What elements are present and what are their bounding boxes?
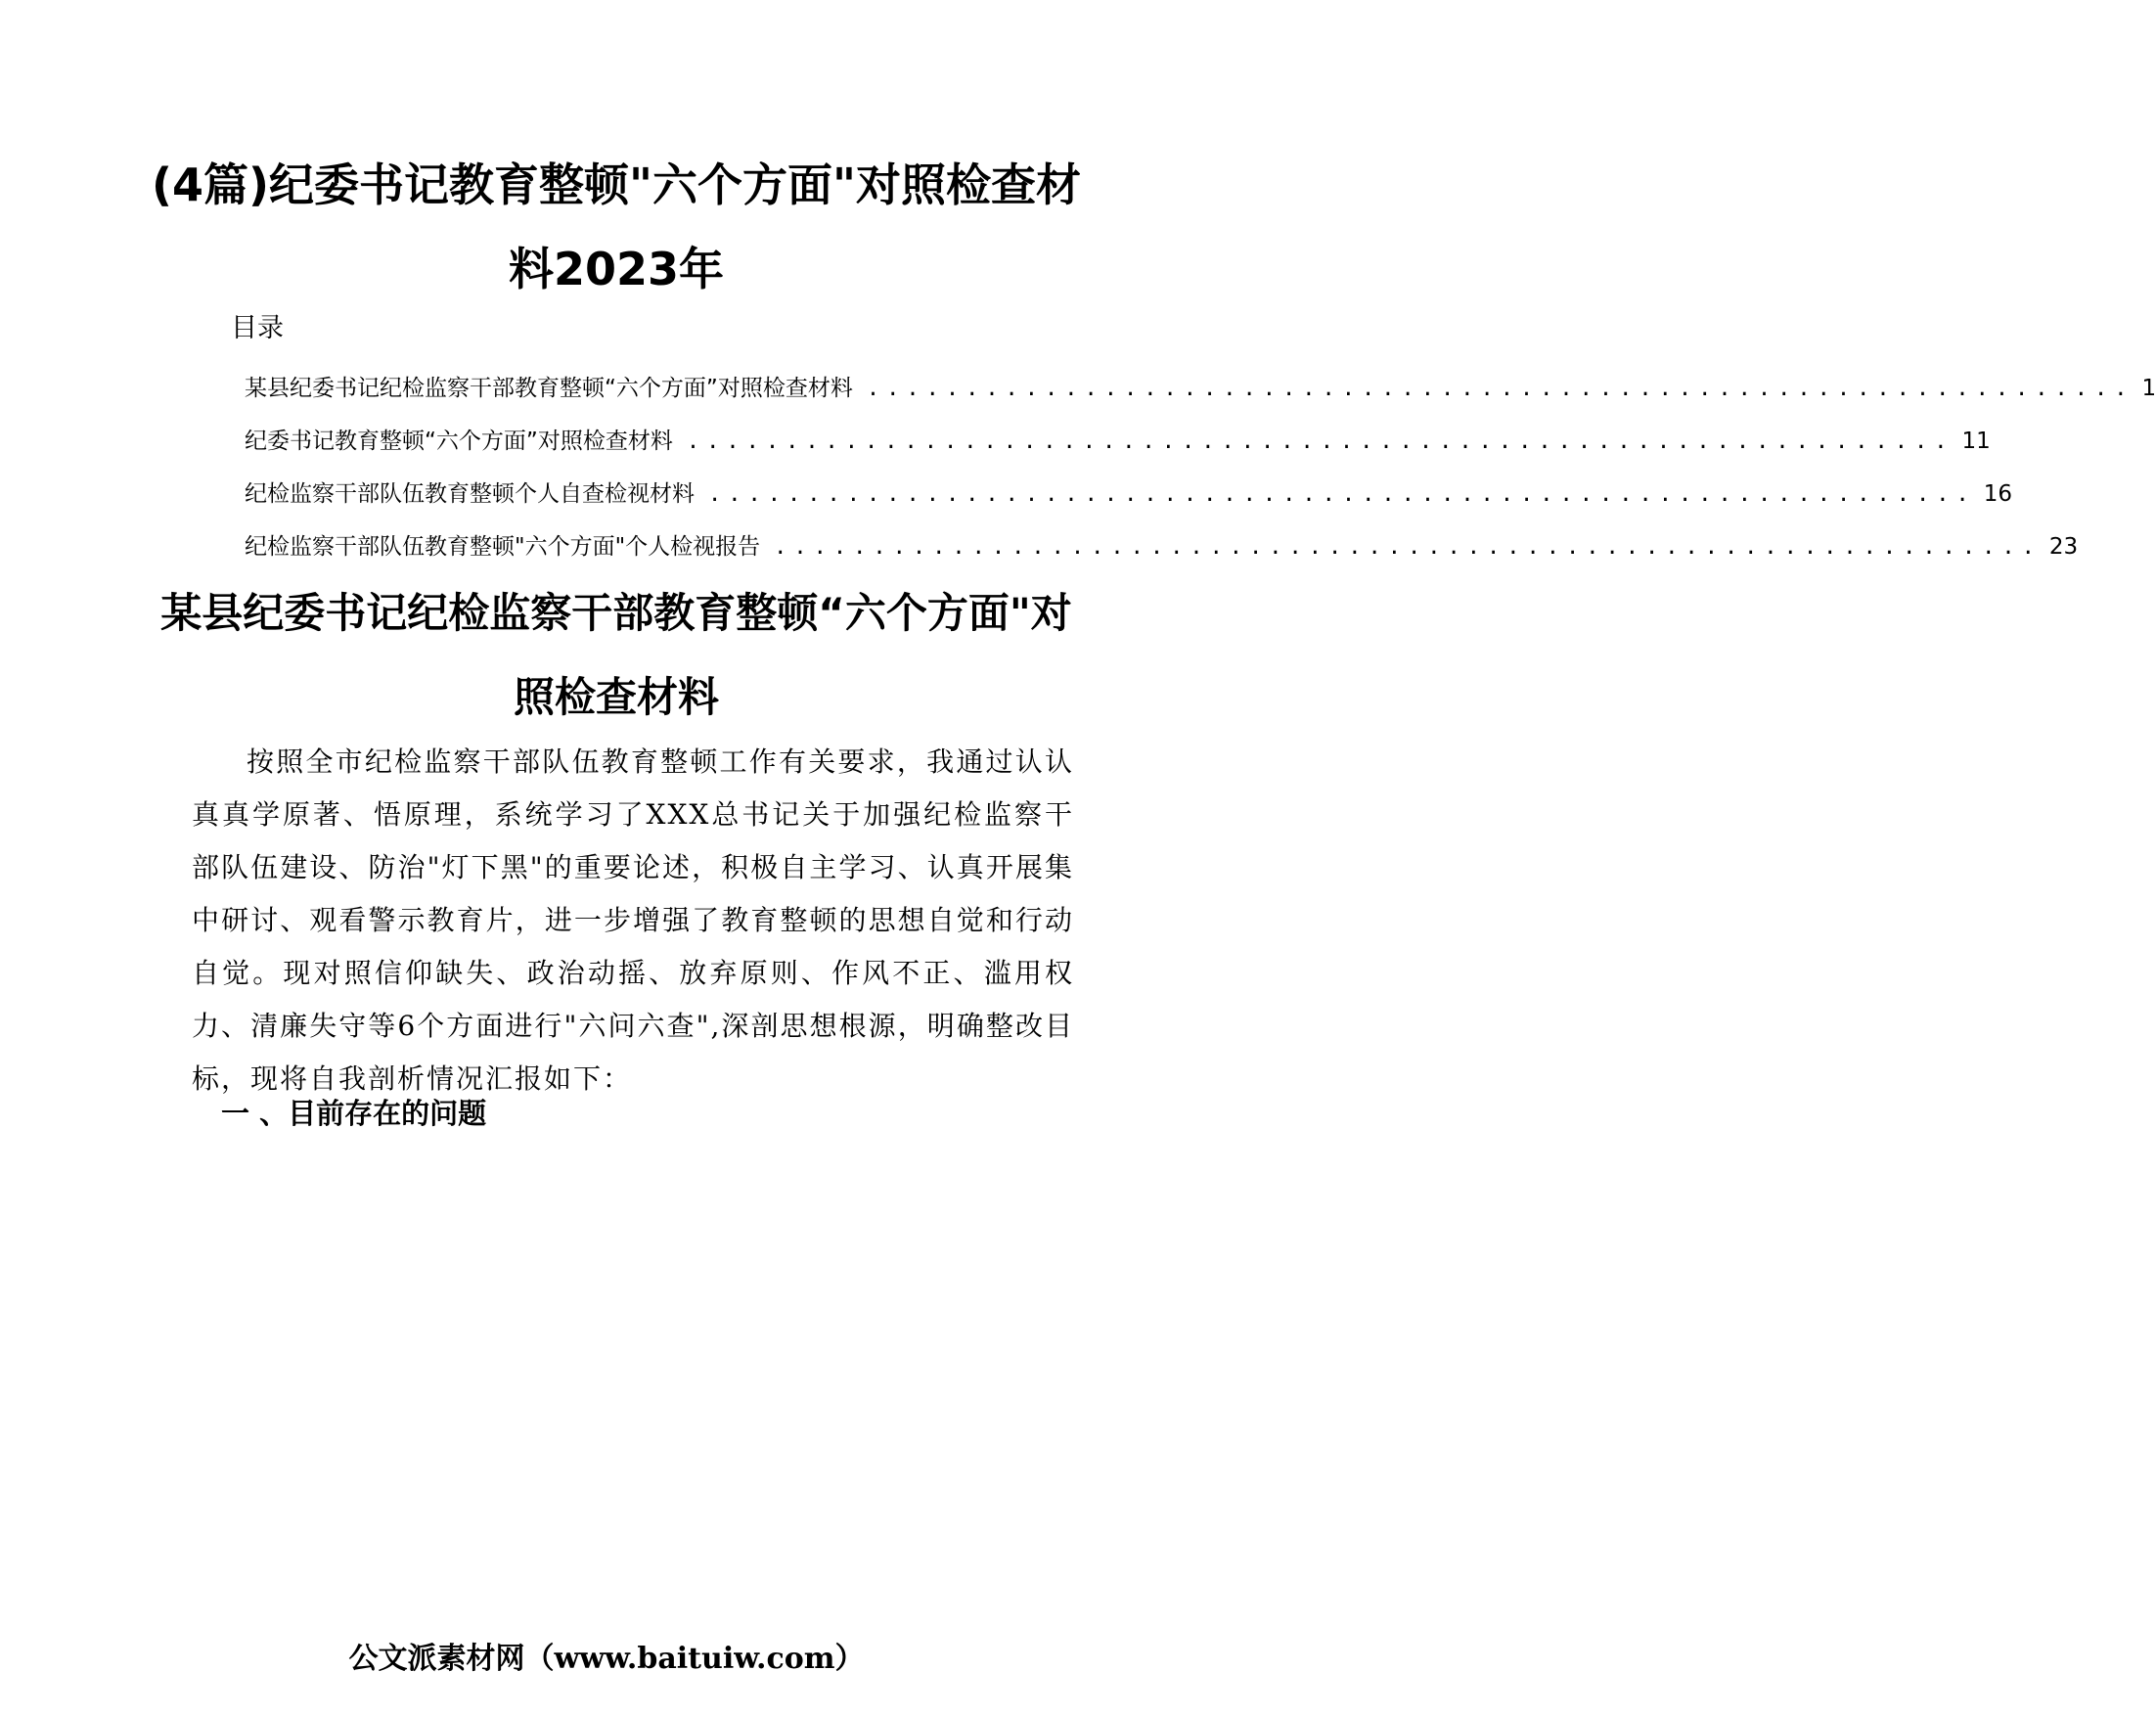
section-title: 某县纪委书记纪检监察干部教育整顿“六个方面"对照检查材料 xyxy=(160,589,1072,721)
toc-page-number: 11 xyxy=(1961,429,1991,454)
toc-page-number: 23 xyxy=(2048,534,2079,560)
toc-heading: 目录 xyxy=(231,313,284,343)
toc-entry-title: 纪委书记教育整顿“六个方面”对照检查材料 xyxy=(245,429,673,454)
toc-entry[interactable] xyxy=(245,423,1991,475)
toc-page-number: 16 xyxy=(1983,481,2012,507)
table-of-contents xyxy=(245,370,2156,581)
section-heading: 一 、目前存在的问题 xyxy=(221,1097,487,1130)
toc-entry-title: 某县纪委书记纪检监察干部教育整顿“六个方面”对照检查材料 xyxy=(245,376,853,401)
intro-paragraph: 按照全市纪检监察干部队伍教育整顿工作有关要求，我通过认认真真学原著、悟原理，系统学习了XXX总书记关于加强纪检监察干部队伍建设、防治"灯下黑"的重要论述，积极自主学习、认真开展集中研讨、观看警示教育片，进一步增强了教育整顿的思想自觉和行动自觉。现对照信仰缺失、政治动摇、放弃原则、作风不正、滥用权力、清廉失守等6个方面进行"六问六查",深剖思想根源，明确整改目标，现将自我剖析情况汇报如下： xyxy=(192,745,1074,1095)
toc-entry-title: 纪检监察干部队伍教育整顿个人自查检视材料 xyxy=(245,481,695,507)
toc-leader-dots: ................................................................ xyxy=(686,429,1954,454)
toc-leader-dots: ................................................................ xyxy=(866,377,2134,401)
toc-entry-title: 纪检监察干部队伍教育整顿"六个方面"个人检视报告 xyxy=(245,534,761,560)
toc-entry[interactable] xyxy=(245,475,2012,528)
document-title: (4篇)纪委书记教育整顿"六个方面"对照检查材料2023年 xyxy=(152,158,1081,295)
footer-watermark: 公文派素材网（www.baituiw.com） xyxy=(348,1642,865,1676)
toc-leader-dots: ................................................................ xyxy=(774,535,2042,560)
toc-entry[interactable] xyxy=(245,370,2156,423)
toc-leader-dots: ................................................................ xyxy=(708,482,1976,507)
toc-page-number: 1 xyxy=(2141,376,2156,401)
